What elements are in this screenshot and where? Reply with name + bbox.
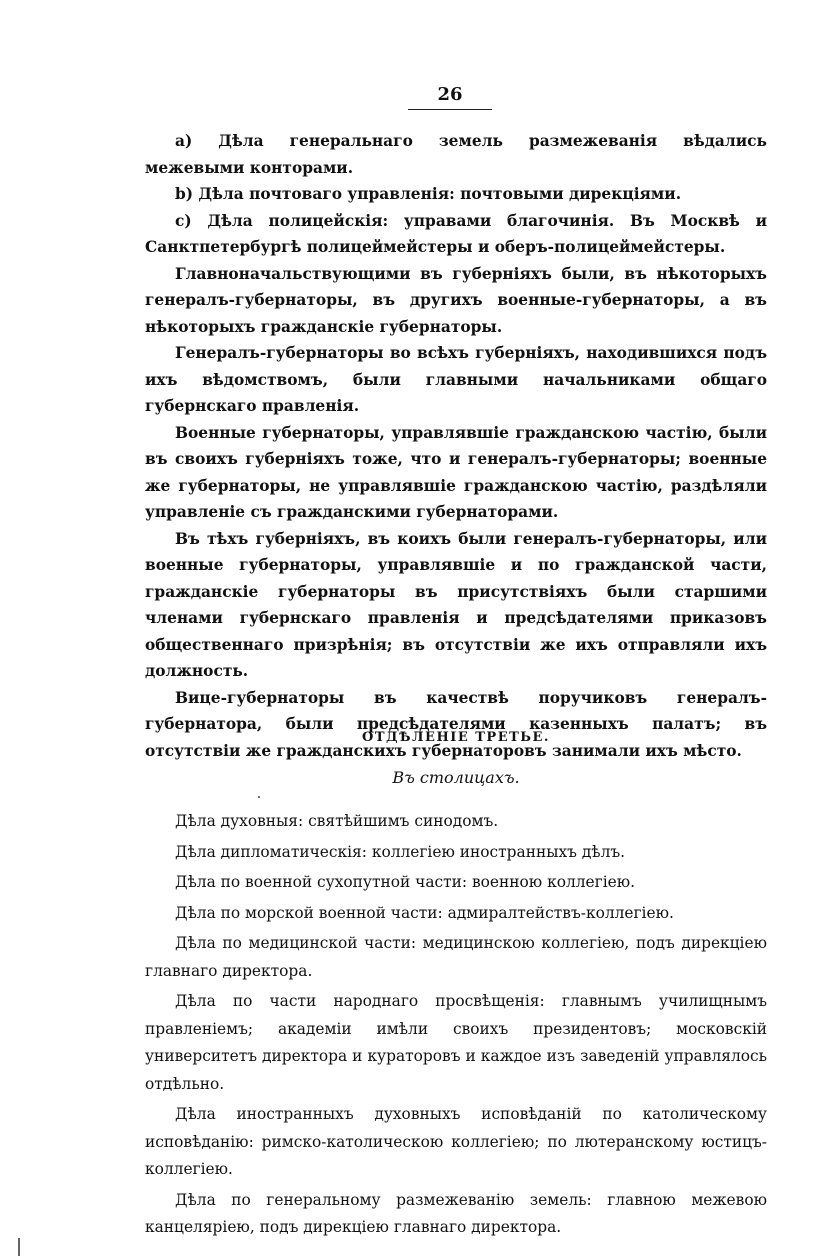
paragraph-diplomatic: Дѣла дипломатическія: коллегіею иностранныхъ дѣлъ. <box>175 842 626 861</box>
paragraph-land-survey: Дѣла по генеральному размежеванію земель: главною межевою канцеляріею, подъ дирекціею главнаго директора. <box>145 1190 767 1236</box>
print-speck <box>258 796 260 798</box>
paragraph-b: b) Дѣла почтоваго управленія: почтовыми дирекціями. <box>175 185 682 203</box>
page-number: 26 <box>408 84 492 110</box>
paragraph-civil-governors: Въ тѣхъ губерніяхъ, въ коихъ были генералъ-губернаторы, или военные губернаторы, управлявшіе и по гражданской части, гражданскіе губернаторы въ присутствіяхъ были старшими членами губернскаго правленія и предсѣдателями приказовъ общественнаго призрѣнія; въ отсутствіи же ихъ отправляли ихъ должность. <box>145 529 767 680</box>
paragraph-spiritual: Дѣла духовныя: святѣйшимъ синодомъ. <box>175 812 499 830</box>
paragraph-a: a) Дѣла генеральнаго земель размежеванія вѣдались межевыми конторами. <box>145 132 767 177</box>
paragraph-medical: Дѣла по медицинской части: медицинскою коллегіею, подъ дирекціею главнаго директора. <box>145 934 767 980</box>
section-subheading: Въ столицахъ. <box>392 768 520 787</box>
paragraph-governors-chief: Главноначальствующими въ губерніяхъ были, въ нѣкоторыхъ генералъ-губернаторы, въ другихъ военные-губернаторы, а въ нѣкоторыхъ гражданскіе губернаторы. <box>145 264 767 336</box>
paragraph-foreign-confessions: Дѣла иностранныхъ духовныхъ исповѣданій по католическому исповѣданію: римско-католическою коллегіею; по лютеранскому юстицъ-коллегіею. <box>145 1105 767 1178</box>
bottom-text-block <box>145 808 767 1245</box>
paragraph-governor-generals: Генералъ-губернаторы во всѣхъ губерніяхъ, находившихся подъ ихъ вѣдомствомъ, были главными начальниками общаго губернскаго правленія. <box>145 344 767 415</box>
paragraph-army: Дѣла по военной сухопутной части: военною коллегіею. <box>175 873 636 891</box>
top-text-block <box>145 128 767 764</box>
paragraph-education: Дѣла по части народнаго просвѣщенія: главнымъ училищнымъ правленіемъ; академіи имѣли своихъ президентовъ; московскій университетъ директора и кураторовъ и каждое изъ заведеній управлялось отдѣльно. <box>145 992 767 1093</box>
paragraph-vice-governors: Вице-губернаторы въ качествѣ поручиковъ генералъ-губернатора, были предсѣдателями казенныхъ палатъ; въ отсутствіи же гражданскихъ губернаторовъ занимали ихъ мѣсто. <box>145 688 767 760</box>
paragraph-navy: Дѣла по морской военной части: адмиралтействъ-коллегіею. <box>175 903 674 922</box>
paragraph-military-governors: Военные губернаторы, управлявшіе гражданскою частію, были въ своихъ губерніяхъ тоже, что и генералъ-губернаторы; военные же губернаторы, не управлявшіе гражданскою частію, раздѣляли управленіе съ гражданскими губернаторами. <box>145 423 767 521</box>
section-heading: ОТДѢЛЕНІЕ ТРЕТЬЕ. <box>362 730 550 745</box>
paragraph-c: c) Дѣла полицейскія: управами благочинія. Въ Москвѣ и Санктпетербургѣ полицеймейстеры и оберъ-полицеймейстеры. <box>145 211 767 256</box>
margin-mark <box>18 1238 20 1256</box>
